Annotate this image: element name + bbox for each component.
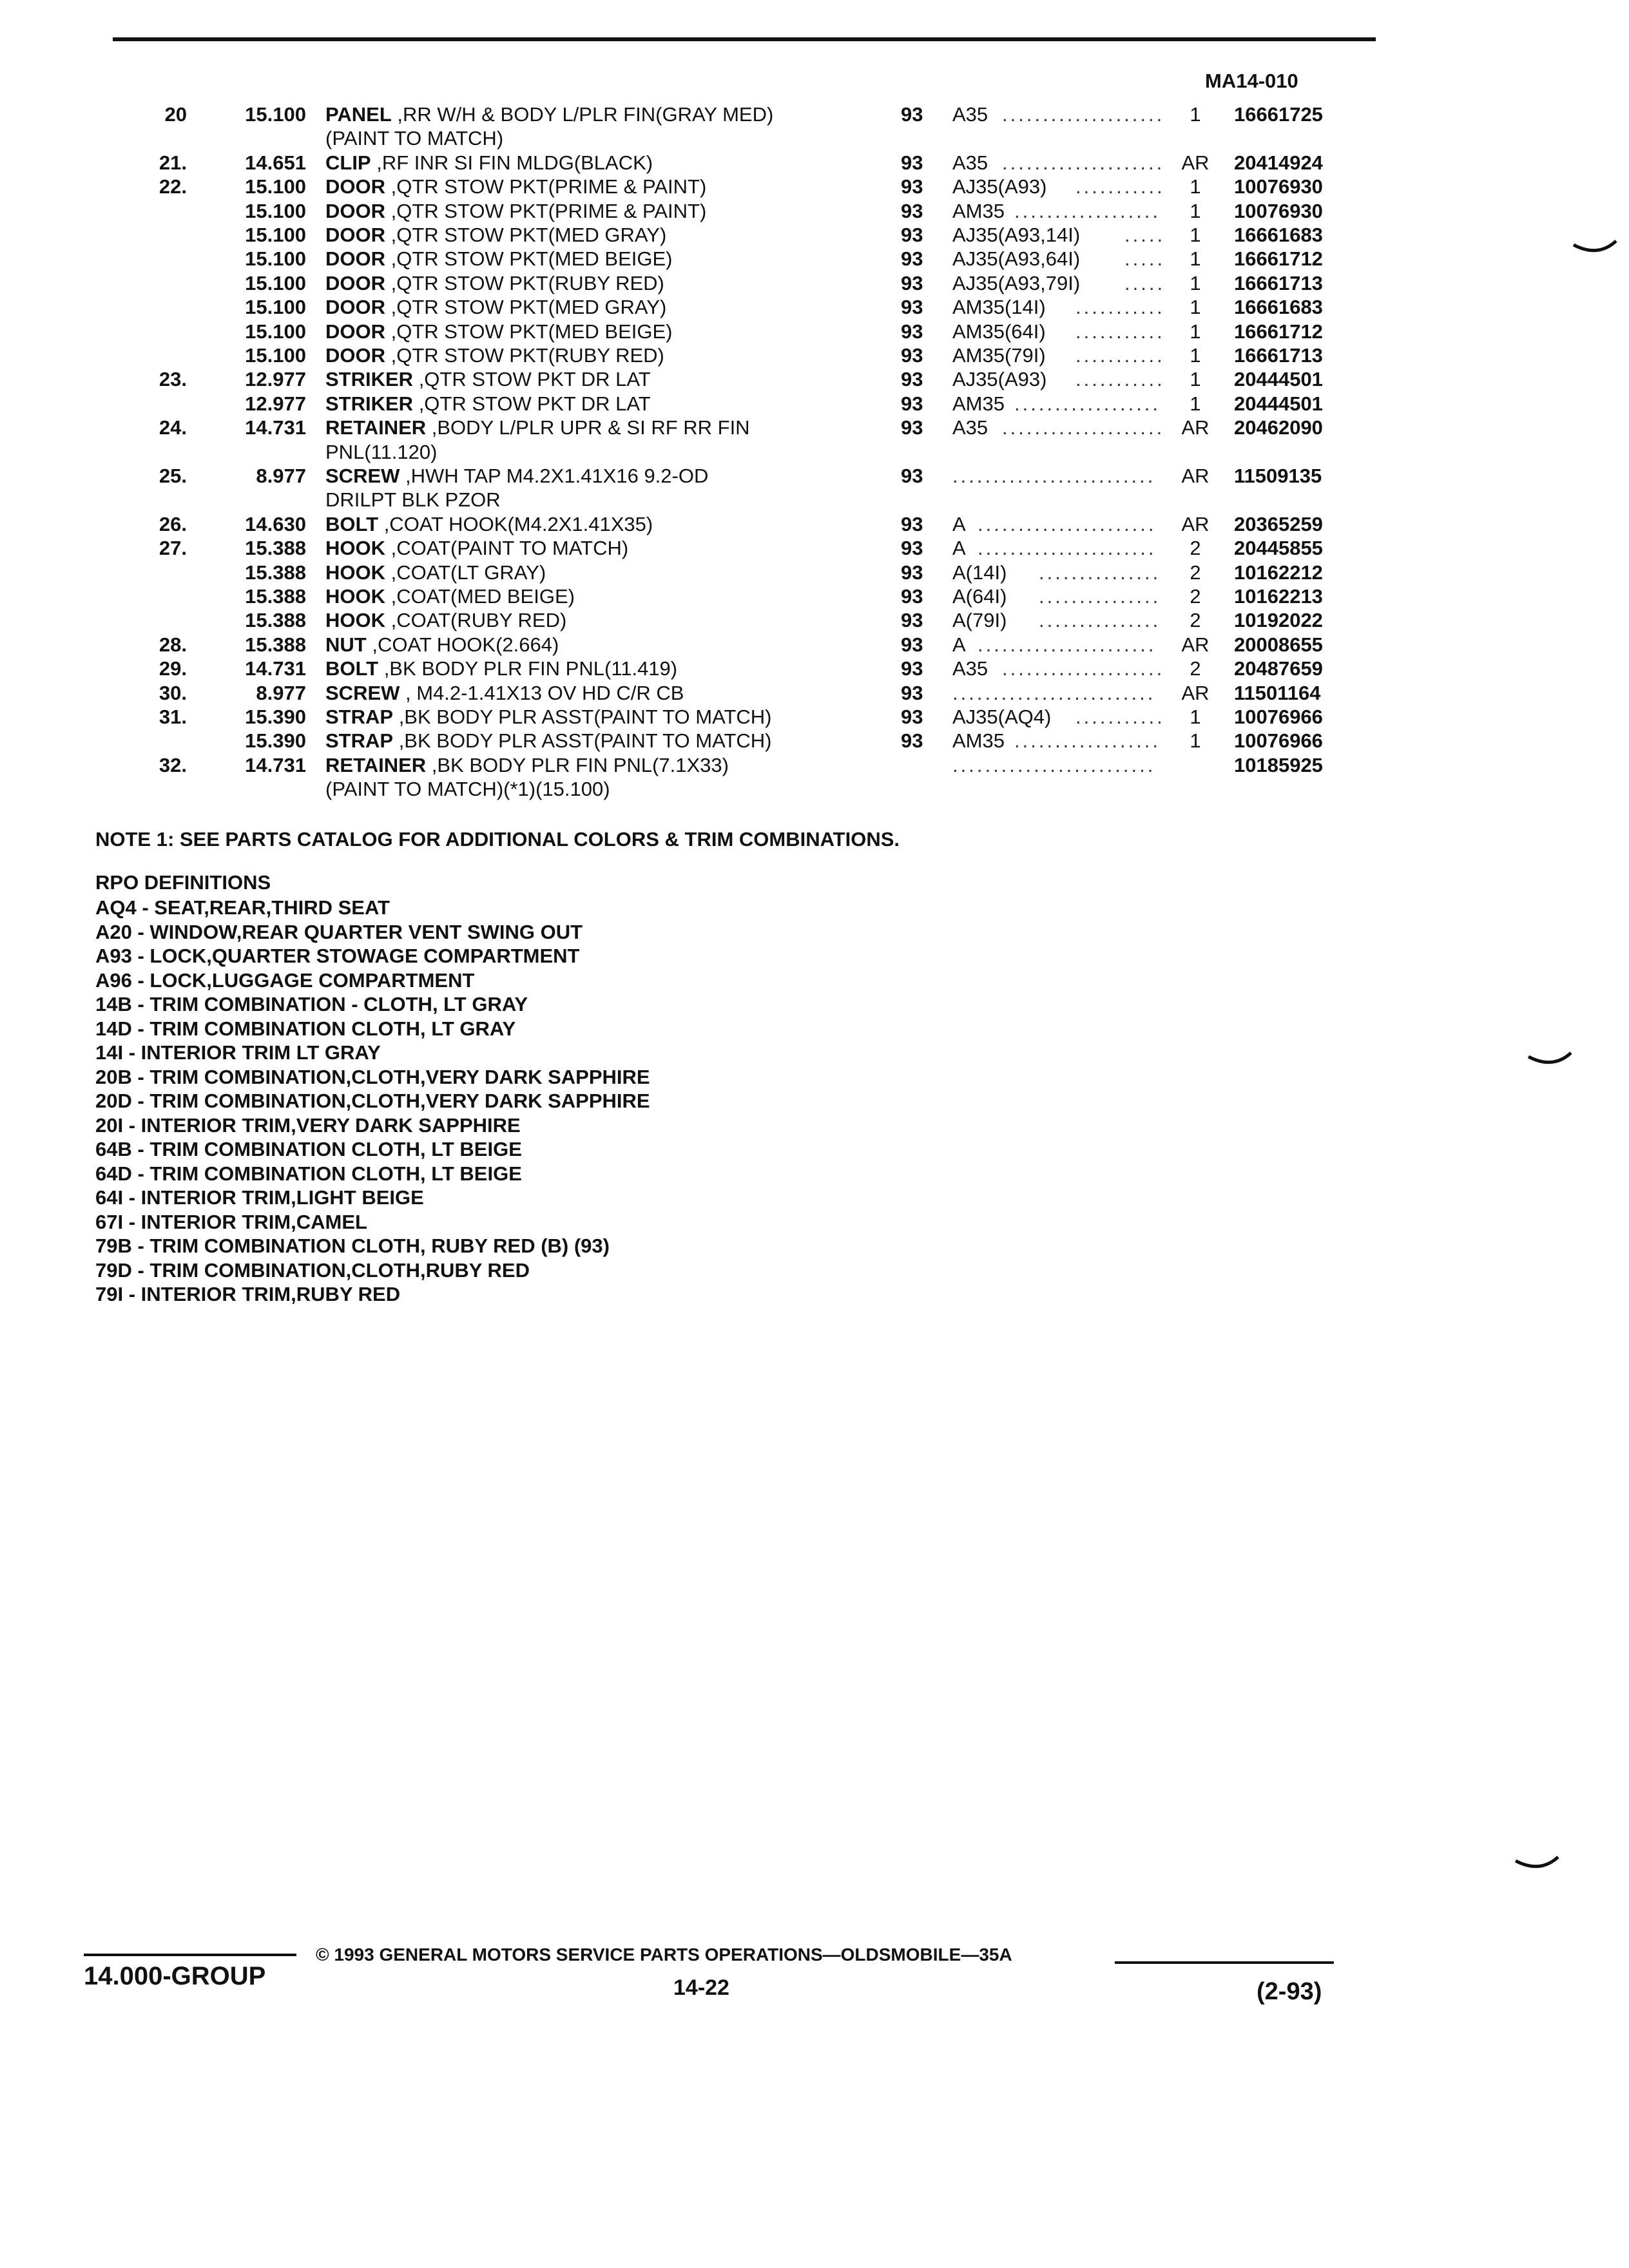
rpo-definition: 67I - INTERIOR TRIM,CAMEL	[95, 1210, 367, 1233]
group-number: 8.977	[256, 465, 306, 487]
rpo-definition: 14D - TRIM COMBINATION CLOTH, LT GRAY	[95, 1017, 516, 1040]
parts-row	[0, 754, 1629, 777]
group-number: 14.630	[245, 512, 306, 535]
group-number: 15.100	[245, 175, 306, 198]
part-detail: ,QTR STOW PKT(PRIME & PAINT)	[385, 199, 707, 222]
group-number: 15.388	[245, 585, 306, 608]
quantity: 2	[1190, 585, 1201, 608]
rpo-definition: 64I - INTERIOR TRIM,LIGHT BEIGE	[95, 1186, 424, 1209]
parts-row	[0, 609, 1629, 632]
usage-code: A(64I)	[952, 585, 1007, 608]
group-number: 15.100	[245, 199, 306, 222]
usage-code: A35	[952, 416, 988, 439]
model-year: 93	[901, 151, 923, 174]
part-number: 11501164	[1234, 681, 1321, 704]
part-number: 20445855	[1234, 537, 1323, 560]
part-description	[325, 247, 673, 271]
model-year: 93	[901, 416, 923, 439]
model-year: 93	[901, 681, 923, 704]
quantity: AR	[1181, 633, 1210, 656]
binder-mark	[1527, 1052, 1572, 1071]
rpo-definition: A20 - WINDOW,REAR QUARTER VENT SWING OUT	[95, 920, 583, 943]
part-detail: ,COAT(RUBY RED)	[385, 609, 567, 632]
quantity: 1	[1190, 271, 1201, 294]
model-year: 93	[901, 271, 923, 294]
group-number: 15.100	[245, 103, 306, 126]
part-name: SCREW	[325, 465, 400, 487]
parts-row	[0, 537, 1629, 560]
part-description	[325, 272, 664, 295]
part-description	[325, 706, 772, 729]
part-detail: ,COAT(MED BEIGE)	[385, 585, 575, 608]
item-number: 27.	[159, 537, 187, 560]
item-number: 20	[164, 103, 187, 126]
rpo-definition: 20B - TRIM COMBINATION,CLOTH,VERY DARK SAPPHIRE	[95, 1065, 650, 1088]
catalog-code: MA14-010	[1205, 70, 1298, 92]
item-number: 21.	[159, 151, 187, 174]
model-year: 93	[901, 729, 923, 753]
part-description-continued: PNL(11.120)	[325, 440, 438, 463]
part-name: DOOR	[325, 199, 385, 222]
usage-code: A35	[952, 151, 988, 174]
part-number: 20365259	[1234, 512, 1323, 535]
footer-rule-right	[1115, 1961, 1334, 1964]
part-name: STRIKER	[325, 368, 414, 391]
part-description	[325, 392, 651, 416]
model-year: 93	[901, 296, 923, 319]
model-year: 93	[901, 465, 923, 487]
group-number: 15.100	[245, 247, 306, 271]
group-number: 14.731	[245, 657, 306, 680]
top-rule	[113, 37, 1376, 41]
parts-row	[0, 200, 1629, 223]
part-number: 20487659	[1234, 657, 1323, 680]
part-description	[325, 103, 773, 126]
group-number: 15.388	[245, 561, 306, 584]
part-description	[325, 633, 559, 657]
part-name: CLIP	[325, 151, 371, 174]
part-name: HOOK	[325, 585, 385, 608]
parts-row	[0, 392, 1629, 416]
leader-dots: ..................	[1014, 392, 1161, 415]
leader-dots: ...........	[1075, 175, 1165, 198]
usage-code: A(79I)	[952, 609, 1007, 632]
usage-code: AJ35(A93)	[952, 175, 1047, 198]
part-name: DOOR	[325, 271, 385, 294]
parts-row	[0, 320, 1629, 343]
part-name: DOOR	[325, 224, 385, 246]
parts-row	[0, 344, 1629, 367]
part-description	[325, 729, 772, 753]
part-name: NUT	[325, 633, 367, 656]
usage-code: AJ35(A93)	[952, 368, 1047, 391]
quantity: 1	[1190, 224, 1201, 246]
model-year: 93	[901, 585, 923, 608]
part-detail: ,QTR STOW PKT(RUBY RED)	[385, 344, 664, 367]
parts-row	[0, 175, 1629, 198]
part-detail: ,BK BODY PLR ASST(PAINT TO MATCH)	[393, 729, 772, 753]
part-description	[325, 537, 628, 560]
rpo-definition: 79I - INTERIOR TRIM,RUBY RED	[95, 1283, 401, 1305]
usage-code: A	[952, 512, 966, 535]
item-number: 23.	[159, 368, 187, 391]
quantity: 1	[1190, 199, 1201, 222]
parts-row	[0, 368, 1629, 391]
group-number: 15.390	[245, 706, 306, 728]
model-year: 93	[901, 706, 923, 728]
part-name: STRIKER	[325, 392, 414, 415]
part-name: BOLT	[325, 657, 379, 680]
model-year: 93	[901, 175, 923, 198]
part-number: 11509135	[1234, 465, 1322, 487]
group-number: 15.100	[245, 271, 306, 294]
part-number: 20444501	[1234, 392, 1323, 415]
usage-code: AM35	[952, 729, 1005, 753]
part-number: 20008655	[1234, 633, 1323, 656]
usage-code: A35	[952, 657, 988, 680]
usage-code: AJ35(A93,64I)	[952, 247, 1081, 271]
part-number: 16661683	[1234, 224, 1323, 246]
model-year: 93	[901, 247, 923, 271]
leader-dots: .........................	[952, 681, 1156, 704]
footer-rule-left	[84, 1954, 296, 1956]
rpo-definition: 14I - INTERIOR TRIM LT GRAY	[95, 1041, 381, 1064]
part-number: 16661683	[1234, 296, 1323, 319]
rpo-definition: A96 - LOCK,LUGGAGE COMPARTMENT	[95, 968, 475, 992]
part-detail: ,QTR STOW PKT(MED BEIGE)	[385, 247, 673, 271]
part-detail: , M4.2-1.41X13 OV HD C/R CB	[400, 681, 684, 704]
usage-code: AJ35(A93,14I)	[952, 224, 1081, 246]
usage-code: AM35(64I)	[952, 320, 1046, 343]
leader-dots: ....................	[1002, 103, 1165, 126]
quantity: 2	[1190, 561, 1201, 584]
part-detail: ,COAT HOOK(2.664)	[366, 633, 559, 656]
quantity: AR	[1181, 416, 1210, 439]
leader-dots: ......................	[978, 633, 1157, 656]
part-detail: ,HWH TAP M4.2X1.41X16 9.2-OD	[400, 465, 709, 487]
usage-code: AJ35(A93,79I)	[952, 271, 1081, 294]
group-number: 15.100	[245, 344, 306, 367]
part-description	[325, 224, 666, 247]
rpo-definition: 20D - TRIM COMBINATION,CLOTH,VERY DARK SAPPHIRE	[95, 1090, 650, 1112]
part-description-continued: (PAINT TO MATCH)	[325, 127, 504, 150]
part-number: 10192022	[1234, 609, 1323, 632]
part-name: BOLT	[325, 512, 379, 535]
part-detail: ,QTR STOW PKT(RUBY RED)	[385, 271, 664, 294]
part-description	[325, 416, 750, 439]
group-number: 15.388	[245, 633, 306, 656]
group-number: 15.100	[245, 320, 306, 343]
part-description	[325, 682, 684, 705]
model-year: 93	[901, 199, 923, 222]
part-description	[325, 320, 673, 343]
item-number: 30.	[159, 681, 187, 704]
leader-dots: ...........	[1075, 296, 1165, 319]
quantity: 1	[1190, 296, 1201, 319]
group-number: 15.100	[245, 224, 306, 246]
model-year: 93	[901, 344, 923, 367]
model-year: 93	[901, 633, 923, 656]
leader-dots: ...............	[1039, 609, 1161, 632]
leader-dots: ...........	[1075, 320, 1165, 343]
group-number: 15.388	[245, 609, 306, 632]
leader-dots: ...............	[1039, 561, 1161, 584]
group-number: 14.731	[245, 753, 306, 776]
group-number: 8.977	[256, 681, 306, 704]
parts-row	[0, 706, 1629, 729]
leader-dots: ...........	[1075, 368, 1165, 391]
part-detail: ,QTR STOW PKT DR LAT	[413, 392, 651, 415]
model-year: 93	[901, 537, 923, 560]
part-name: DOOR	[325, 320, 385, 343]
part-description	[325, 368, 651, 391]
item-number: 24.	[159, 416, 187, 439]
parts-row	[0, 296, 1629, 319]
rpo-definition: 64B - TRIM COMBINATION CLOTH, LT BEIGE	[95, 1138, 522, 1160]
parts-row	[0, 224, 1629, 247]
leader-dots: ...............	[1039, 585, 1161, 608]
rpo-definition: A93 - LOCK,QUARTER STOWAGE COMPARTMENT	[95, 945, 580, 967]
item-number: 22.	[159, 175, 187, 198]
part-name: STRAP	[325, 729, 394, 753]
parts-row	[0, 561, 1629, 584]
item-number: 31.	[159, 706, 187, 728]
part-description	[325, 344, 664, 367]
part-description-continued: (PAINT TO MATCH)(*1)(15.100)	[325, 778, 610, 801]
parts-row	[0, 657, 1629, 680]
quantity: 1	[1190, 247, 1201, 271]
model-year: 93	[901, 657, 923, 680]
rpo-definitions-list	[95, 896, 650, 1307]
quantity: 2	[1190, 657, 1201, 680]
item-number: 32.	[159, 753, 187, 776]
leader-dots: ......................	[978, 537, 1157, 560]
quantity: 1	[1190, 175, 1201, 198]
parts-row	[0, 247, 1629, 271]
part-number: 20414924	[1234, 151, 1323, 174]
part-number: 20462090	[1234, 416, 1323, 439]
rpo-definitions-title: RPO DEFINITIONS	[95, 871, 271, 894]
model-year: 93	[901, 561, 923, 584]
leader-dots: .....	[1124, 247, 1166, 271]
part-description	[325, 465, 708, 488]
group-number: 14.651	[245, 151, 306, 174]
part-detail: ,QTR STOW PKT(MED GRAY)	[385, 296, 667, 319]
parts-row	[0, 416, 1629, 439]
part-name: PANEL	[325, 103, 392, 126]
usage-code: AJ35(AQ4)	[952, 706, 1052, 728]
usage-code: A(14I)	[952, 561, 1007, 584]
part-description	[325, 561, 546, 584]
group-number: 12.977	[245, 392, 306, 415]
leader-dots: .....	[1124, 271, 1166, 294]
usage-code: AM35(79I)	[952, 344, 1046, 367]
model-year: 93	[901, 609, 923, 632]
part-description	[325, 151, 653, 175]
rpo-definition: 14B - TRIM COMBINATION - CLOTH, LT GRAY	[95, 993, 528, 1015]
model-year: 93	[901, 392, 923, 415]
leader-dots: ..................	[1014, 729, 1161, 753]
leader-dots: .........................	[952, 753, 1156, 776]
parts-row	[0, 151, 1629, 175]
parts-row	[0, 513, 1629, 536]
part-number: 10162213	[1234, 585, 1323, 608]
group-number: 15.390	[245, 729, 306, 753]
part-number: 20444501	[1234, 368, 1323, 391]
footer-date: (2-93)	[1257, 1978, 1322, 2005]
usage-code: A35	[952, 103, 988, 126]
part-description	[325, 585, 575, 608]
quantity: AR	[1181, 151, 1210, 174]
part-detail: ,BODY L/PLR UPR & SI RF RR FIN	[426, 416, 750, 439]
quantity: 1	[1190, 706, 1201, 728]
leader-dots: ...........	[1075, 344, 1165, 367]
part-name: HOOK	[325, 537, 385, 560]
leader-dots: ......................	[978, 512, 1157, 535]
part-description	[325, 513, 653, 536]
group-number: 12.977	[245, 368, 306, 391]
model-year: 93	[901, 368, 923, 391]
quantity: 2	[1190, 609, 1201, 632]
item-number: 25.	[159, 465, 187, 487]
usage-code: A	[952, 537, 966, 560]
binder-mark	[1514, 1856, 1559, 1875]
model-year: 93	[901, 512, 923, 535]
quantity: AR	[1181, 512, 1210, 535]
part-name: STRAP	[325, 706, 394, 728]
rpo-definition: 79D - TRIM COMBINATION,CLOTH,RUBY RED	[95, 1258, 530, 1282]
part-detail: ,BK BODY PLR ASST(PAINT TO MATCH)	[393, 706, 772, 728]
part-number: 16661712	[1234, 320, 1323, 343]
part-name: DOOR	[325, 175, 385, 198]
part-description	[325, 657, 677, 680]
part-description	[325, 754, 729, 777]
part-number: 16661713	[1234, 344, 1323, 367]
parts-row	[0, 272, 1629, 295]
part-name: HOOK	[325, 561, 385, 584]
group-number: 15.100	[245, 296, 306, 319]
part-detail: ,RR W/H & BODY L/PLR FIN(GRAY MED)	[391, 103, 774, 126]
group-number: 14.731	[245, 416, 306, 439]
item-number: 29.	[159, 657, 187, 680]
part-name: RETAINER	[325, 753, 427, 776]
quantity: AR	[1181, 681, 1210, 704]
part-description	[325, 609, 566, 632]
rpo-definition: 64D - TRIM COMBINATION CLOTH, LT BEIGE	[95, 1162, 522, 1185]
part-number: 10162212	[1234, 561, 1323, 584]
part-description	[325, 296, 666, 319]
leader-dots: ....................	[1002, 657, 1165, 680]
quantity: AR	[1181, 465, 1210, 487]
rpo-definition: 20I - INTERIOR TRIM,VERY DARK SAPPHIRE	[95, 1113, 521, 1137]
parts-row	[0, 103, 1629, 126]
usage-code: AM35	[952, 199, 1005, 222]
part-number: 10076966	[1234, 706, 1323, 728]
part-name: DOOR	[325, 344, 385, 367]
quantity: 1	[1190, 344, 1201, 367]
model-year: 93	[901, 103, 923, 126]
leader-dots: ....................	[1002, 416, 1165, 439]
usage-code: AM35(14I)	[952, 296, 1046, 319]
page-number: 14-22	[673, 1975, 729, 2000]
part-detail: ,COAT(PAINT TO MATCH)	[385, 537, 629, 560]
footer-group: 14.000-GROUP	[84, 1962, 266, 1990]
part-detail: ,COAT HOOK(M4.2X1.41X35)	[378, 512, 653, 535]
model-year: 93	[901, 320, 923, 343]
rpo-definition: AQ4 - SEAT,REAR,THIRD SEAT	[95, 896, 390, 919]
part-detail: ,QTR STOW PKT(PRIME & PAINT)	[385, 175, 707, 198]
part-number: 16661712	[1234, 247, 1323, 271]
footer-copyright: © 1993 GENERAL MOTORS SERVICE PARTS OPERATIONS—OLDSMOBILE—35A	[316, 1945, 1012, 1965]
quantity: 1	[1190, 729, 1201, 753]
part-name: DOOR	[325, 247, 385, 271]
leader-dots: ...........	[1075, 706, 1165, 728]
usage-code: AM35	[952, 392, 1005, 415]
usage-code: A	[952, 633, 966, 656]
quantity: 1	[1190, 368, 1201, 391]
parts-row	[0, 465, 1629, 488]
part-name: HOOK	[325, 609, 385, 632]
part-name: SCREW	[325, 681, 400, 704]
part-name: DOOR	[325, 296, 385, 319]
model-year: 93	[901, 224, 923, 246]
part-detail: ,QTR STOW PKT(MED GRAY)	[385, 224, 667, 246]
part-detail: ,BK BODY PLR FIN PNL(11.419)	[378, 657, 678, 680]
quantity: 1	[1190, 320, 1201, 343]
part-number: 10076930	[1234, 175, 1323, 198]
part-detail: ,QTR STOW PKT(MED BEIGE)	[385, 320, 673, 343]
part-description	[325, 175, 706, 198]
part-number: 10076966	[1234, 729, 1323, 753]
part-number: 10076930	[1234, 199, 1323, 222]
item-number: 26.	[159, 512, 187, 535]
rpo-definition: 79B - TRIM COMBINATION CLOTH, RUBY RED (B) (93)	[95, 1235, 610, 1257]
part-detail: ,COAT(LT GRAY)	[385, 561, 546, 584]
part-number: 16661725	[1234, 103, 1323, 126]
quantity: 2	[1190, 537, 1201, 560]
part-description	[325, 200, 706, 223]
part-detail: ,RF INR SI FIN MLDG(BLACK)	[371, 151, 653, 174]
parts-row	[0, 585, 1629, 608]
parts-row	[0, 729, 1629, 753]
quantity: 1	[1190, 392, 1201, 415]
part-detail: ,BK BODY PLR FIN PNL(7.1X33)	[426, 753, 729, 776]
leader-dots: ....................	[1002, 151, 1165, 174]
part-detail: ,QTR STOW PKT DR LAT	[413, 368, 651, 391]
parts-row	[0, 682, 1629, 705]
part-description-continued: DRILPT BLK PZOR	[325, 488, 501, 512]
part-number: 10185925	[1234, 753, 1323, 776]
part-name: RETAINER	[325, 416, 427, 439]
group-number: 15.388	[245, 537, 306, 560]
parts-row	[0, 633, 1629, 657]
leader-dots: .....	[1124, 224, 1166, 246]
binder-mark	[1572, 240, 1617, 259]
item-number: 28.	[159, 633, 187, 656]
part-number: 16661713	[1234, 271, 1323, 294]
catalog-note: NOTE 1: SEE PARTS CATALOG FOR ADDITIONAL COLORS & TRIM COMBINATIONS.	[95, 828, 900, 850]
leader-dots: .........................	[952, 465, 1156, 487]
quantity: 1	[1190, 103, 1201, 126]
leader-dots: ..................	[1014, 199, 1161, 222]
